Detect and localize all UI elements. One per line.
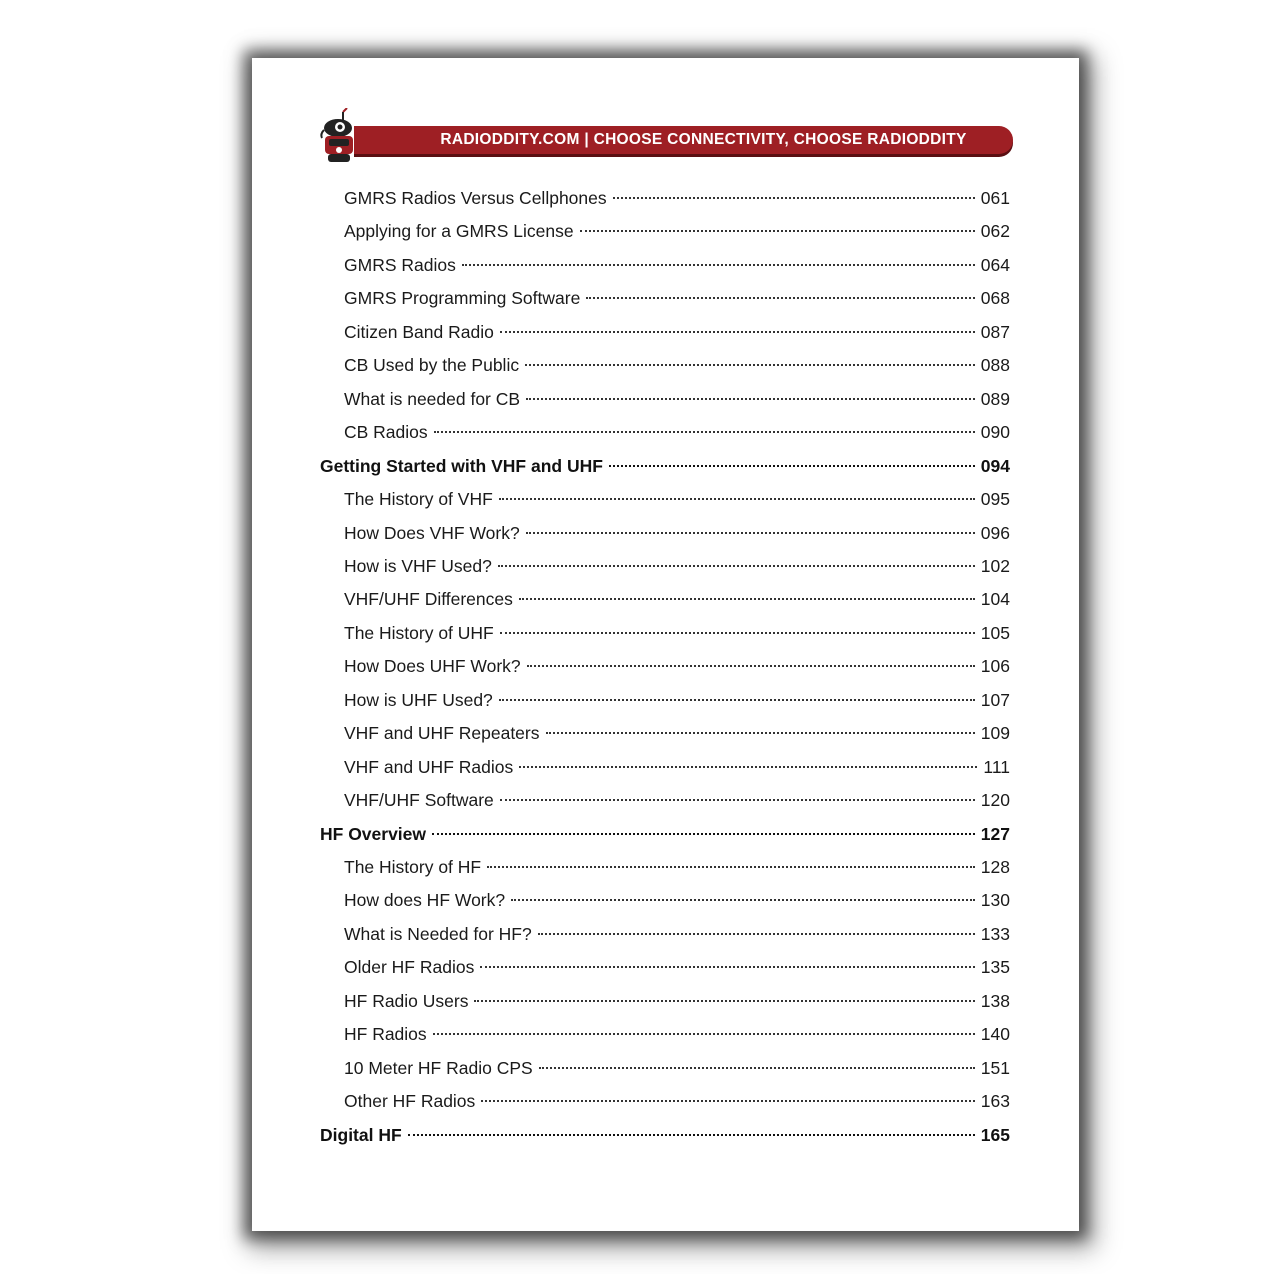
toc-entry-title: What is Needed for HF?	[344, 923, 532, 944]
toc-entry-title: Applying for a GMRS License	[344, 221, 574, 242]
toc-entry-title: 10 Meter HF Radio CPS	[344, 1057, 533, 1078]
book-page	[252, 58, 1079, 1231]
toc-entry	[320, 757, 1010, 783]
toc-entry	[320, 690, 1010, 716]
toc-entry-page: 061	[980, 188, 1010, 208]
toc-dot-leader	[500, 799, 975, 801]
toc-entry-page: 151	[980, 1057, 1010, 1078]
toc-entry-title: Citizen Band Radio	[344, 321, 494, 342]
toc-entry	[320, 1024, 1010, 1050]
toc-entry-page: 130	[980, 890, 1010, 911]
toc-entry-title: HF Radio Users	[344, 990, 469, 1011]
toc-entry-page: 088	[980, 355, 1010, 376]
toc-entry	[320, 255, 1010, 281]
banner-text: RADIODDITY.COM | CHOOSE CONNECTIVITY, CHOOSE RADIODDITY	[440, 131, 967, 148]
toc-dot-leader	[433, 1033, 975, 1035]
toc-entry	[320, 824, 1010, 850]
toc-dot-leader	[432, 833, 975, 835]
toc-entry-page: 090	[980, 422, 1010, 443]
toc-dot-leader	[526, 398, 975, 400]
toc-entry-title: How does HF Work?	[344, 890, 506, 911]
toc-dot-leader	[511, 899, 975, 901]
toc-entry	[320, 957, 1010, 983]
toc-entry-page: 105	[980, 622, 1010, 643]
toc-dot-leader	[538, 933, 975, 935]
toc-entry	[320, 322, 1010, 348]
toc-entry	[320, 656, 1010, 682]
toc-entry-title: What is needed for CB	[344, 388, 521, 409]
toc-entry-page: 127	[980, 823, 1010, 844]
toc-entry-page: 064	[980, 254, 1010, 275]
toc-entry-page: 068	[980, 288, 1010, 309]
toc-entry-title: How is VHF Used?	[344, 555, 492, 576]
toc-entry-title: Getting Started with VHF and UHF	[320, 455, 603, 476]
toc-dot-leader	[498, 565, 975, 567]
toc-entry-title: VHF and UHF Repeaters	[344, 723, 540, 744]
toc-dot-leader	[525, 364, 975, 366]
toc-dot-leader	[487, 866, 975, 868]
toc-entry-title: The History of UHF	[344, 622, 494, 643]
toc-entry	[320, 556, 1010, 582]
robot-radio-mascot-icon	[316, 108, 362, 164]
header-banner	[354, 126, 1013, 154]
toc-entry-title: VHF/UHF Software	[344, 790, 494, 811]
toc-dot-leader	[434, 431, 975, 433]
toc-entry	[320, 589, 1010, 615]
toc-dot-leader	[613, 197, 975, 199]
toc-dot-leader	[500, 331, 975, 333]
toc-entry-title: Older HF Radios	[344, 957, 475, 978]
toc-entry-title: CB Radios	[344, 422, 428, 443]
toc-entry	[320, 890, 1010, 916]
toc-entry	[320, 221, 1010, 247]
toc-entry	[320, 288, 1010, 314]
toc-entry	[320, 422, 1010, 448]
toc-entry-page: 087	[980, 321, 1010, 342]
toc-entry-title: CB Used by the Public	[344, 355, 520, 376]
toc-entry-page: 089	[980, 388, 1010, 409]
toc-entry	[320, 1091, 1010, 1117]
toc-entry-page: 062	[980, 221, 1010, 242]
toc-entry-title: GMRS Radios	[344, 254, 456, 275]
toc-entry-page: 138	[980, 990, 1010, 1011]
toc-entry	[320, 188, 1010, 214]
toc-entry-title: Other HF Radios	[344, 1091, 476, 1112]
toc-dot-leader	[462, 264, 975, 266]
toc-entry-title: How Does VHF Work?	[344, 522, 520, 543]
toc-entry-page: 096	[980, 522, 1010, 543]
toc-entry-page: 135	[980, 957, 1010, 978]
toc-dot-leader	[500, 632, 975, 634]
toc-dot-leader	[539, 1067, 975, 1069]
toc-entry	[320, 857, 1010, 883]
toc-dot-leader	[519, 766, 977, 768]
toc-entry-page: 107	[980, 689, 1010, 710]
toc-entry-page: 095	[980, 489, 1010, 510]
toc-entry-title: GMRS Programming Software	[344, 288, 581, 309]
toc-entry	[320, 723, 1010, 749]
toc-entry-title: HF Radios	[344, 1024, 427, 1045]
toc-entry	[320, 623, 1010, 649]
toc-entry-page: 120	[980, 790, 1010, 811]
toc-entry	[320, 523, 1010, 549]
toc-entry-page: 094	[980, 455, 1010, 476]
toc-entry-page: 128	[980, 857, 1010, 877]
toc-dot-leader	[527, 665, 975, 667]
toc-entry-title: How is UHF Used?	[344, 689, 493, 710]
toc-entry-page: 165	[980, 1124, 1010, 1145]
toc-entry-page: 109	[980, 723, 1010, 744]
toc-dot-leader	[546, 732, 975, 734]
toc-entry-page: 163	[980, 1091, 1010, 1112]
toc-dot-leader	[519, 598, 975, 600]
toc-entry	[320, 924, 1010, 950]
toc-entry	[320, 991, 1010, 1017]
toc-entry-title: GMRS Radios Versus Cellphones	[344, 188, 607, 208]
toc-entry-title: The History of HF	[344, 857, 482, 877]
toc-entry	[320, 1058, 1010, 1084]
toc-dot-leader	[609, 465, 975, 467]
toc-entry-title: HF Overview	[320, 823, 427, 844]
toc-entry-page: 104	[980, 589, 1010, 610]
toc-entry	[320, 790, 1010, 816]
toc-entry	[320, 355, 1010, 381]
toc-dot-leader	[480, 966, 974, 968]
toc-dot-leader	[408, 1134, 975, 1136]
toc-dot-leader	[474, 1000, 974, 1002]
toc-dot-leader	[499, 498, 975, 500]
toc-dot-leader	[526, 532, 975, 534]
toc-entry	[320, 1125, 1010, 1151]
toc-dot-leader	[499, 699, 975, 701]
toc-entry	[320, 456, 1010, 482]
toc-entry-title: The History of VHF	[344, 489, 493, 510]
toc-entry-title: VHF and UHF Radios	[344, 756, 514, 777]
toc-dot-leader	[481, 1100, 975, 1102]
toc-dot-leader	[586, 297, 974, 299]
toc-entry	[320, 489, 1010, 515]
toc-entry-title: Digital HF	[320, 1124, 402, 1145]
toc-entry-title: VHF/UHF Differences	[344, 589, 513, 610]
toc-entry-title: How Does UHF Work?	[344, 656, 521, 677]
toc-entry-page: 140	[980, 1024, 1010, 1045]
toc-dot-leader	[580, 230, 975, 232]
toc-entry-page: 111	[983, 756, 1010, 777]
toc-entry	[320, 389, 1010, 415]
toc-entry-page: 102	[980, 555, 1010, 576]
toc-entry-page: 106	[980, 656, 1010, 677]
toc-entry-page: 133	[980, 923, 1010, 944]
